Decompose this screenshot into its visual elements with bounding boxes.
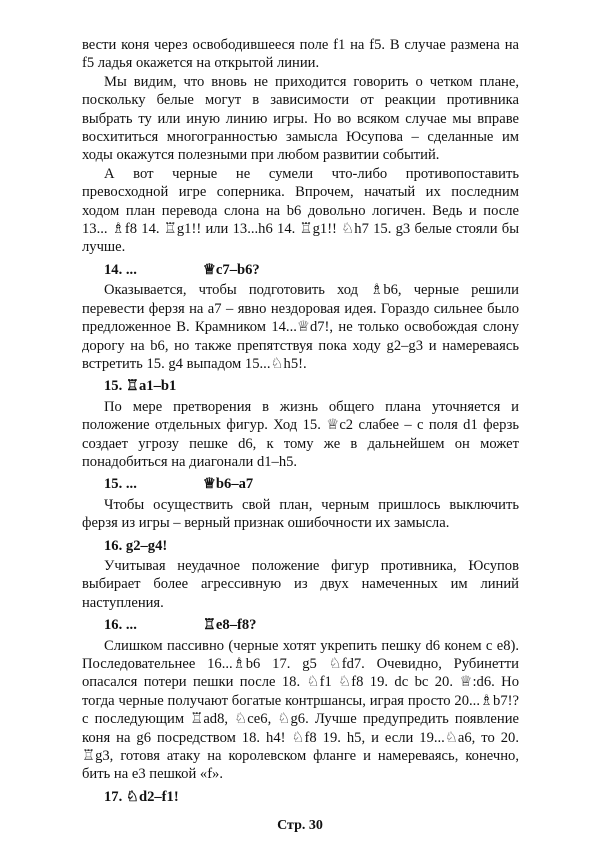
move-line xyxy=(104,537,519,555)
paragraph: Чтобы осуществить свой план, черным пришлось выключить ферзя из игры – верный признак ошибочности их замысла. xyxy=(82,496,519,532)
move-notation: 15. ♖a1–b1 xyxy=(104,378,177,395)
move-notation: 17. ♘d2–f1! xyxy=(104,788,179,805)
paragraph: Слишком пассивно (черные хотят укрепить пешку d6 конем с е8). Последовательнее 16...♗b6 17. g5 ♘fd7. Очевидно, Рубинетти опасался потери пешки после 18. ♘f1 ♘f8 19. dc bc 20. ♕:d6. Но тогда черные получают богатые контршансы, играя просто 20...♗b7!? с последующим ♖ad8, ♘ce6, ♘g6. Лучше предупредить появление коня на g6 посредством 18. h4! ♘f8 19. h5, и если 19...♘a6, то 20. ♖g3, готовя атаку на королевском фланге и намереваясь, конечно, бить на е3 пешкой «f». xyxy=(82,637,519,783)
page-body xyxy=(82,36,519,808)
paragraph: По мере претворения в жизнь общего плана уточняется и положение отдельных фигур. Ход 15. ♕c2 слабее – с поля d1 ферзь создает угрозу пешке d6, к тому же в дальнейшем он может понадобиться на диагонали d1–h5. xyxy=(82,398,519,470)
paragraph: А вот черные не сумели что-либо противопоставить превосходной игре соперника. Впрочем, начатый их последним ходом план перевода слона на b6 довольно логичен. Ведь и после 13... ♗f8 14. ♖g1!! или 13...h6 14. ♖g1!! ♘h7 15. g3 белые стояли бы лучше. xyxy=(82,165,519,256)
paragraph: вести коня через освободившееся поле f1 на f5. В случае размена на f5 ладья окажется на открытой линии. xyxy=(82,37,519,72)
move-notation: ♖e8–f8? xyxy=(202,617,257,634)
move-notation: 16. g2–g4! xyxy=(104,537,168,554)
move-notation: ♕c7–b6? xyxy=(202,261,260,278)
paragraph: Учитывая неудачное положение фигур противника, Юсупов выбирает более агрессивную из двух намеченных им линий наступления. xyxy=(82,557,519,611)
page-number: Стр. 30 xyxy=(277,818,323,833)
move-line xyxy=(104,261,519,279)
move-notation: ♕b6–a7 xyxy=(202,476,254,493)
move-line xyxy=(104,616,519,634)
move-number: 15. ... xyxy=(104,476,137,493)
move-number: 14. ... xyxy=(104,261,137,278)
move-line xyxy=(104,788,519,806)
move-line xyxy=(104,377,519,395)
move-number: 16. ... xyxy=(104,617,137,634)
move-line xyxy=(104,475,519,493)
paragraph: Мы видим, что вновь не приходится говорить о четком плане, поскольку белые могут в зависимости от реакции противника выбрать ту или иную линию игры. Но во всяком случае мы вправе восхититься многогранностью замысла Юсупова – сделанные им ходы окажутся полезными при любом развитии событий. xyxy=(82,73,519,164)
paragraph: Оказывается, чтобы подготовить ход ♗b6, черные решили перевести ферзя на а7 – явно нездоровая идея. Гораздо сильнее было предложенное В. Крамником 14...♕d7!, не только освобождая слону дорогу на b6, но также препятствуя пока ходу g2–g3 и намереваясь встретить 15. g4 выпадом 15...♘h5!. xyxy=(82,282,519,372)
